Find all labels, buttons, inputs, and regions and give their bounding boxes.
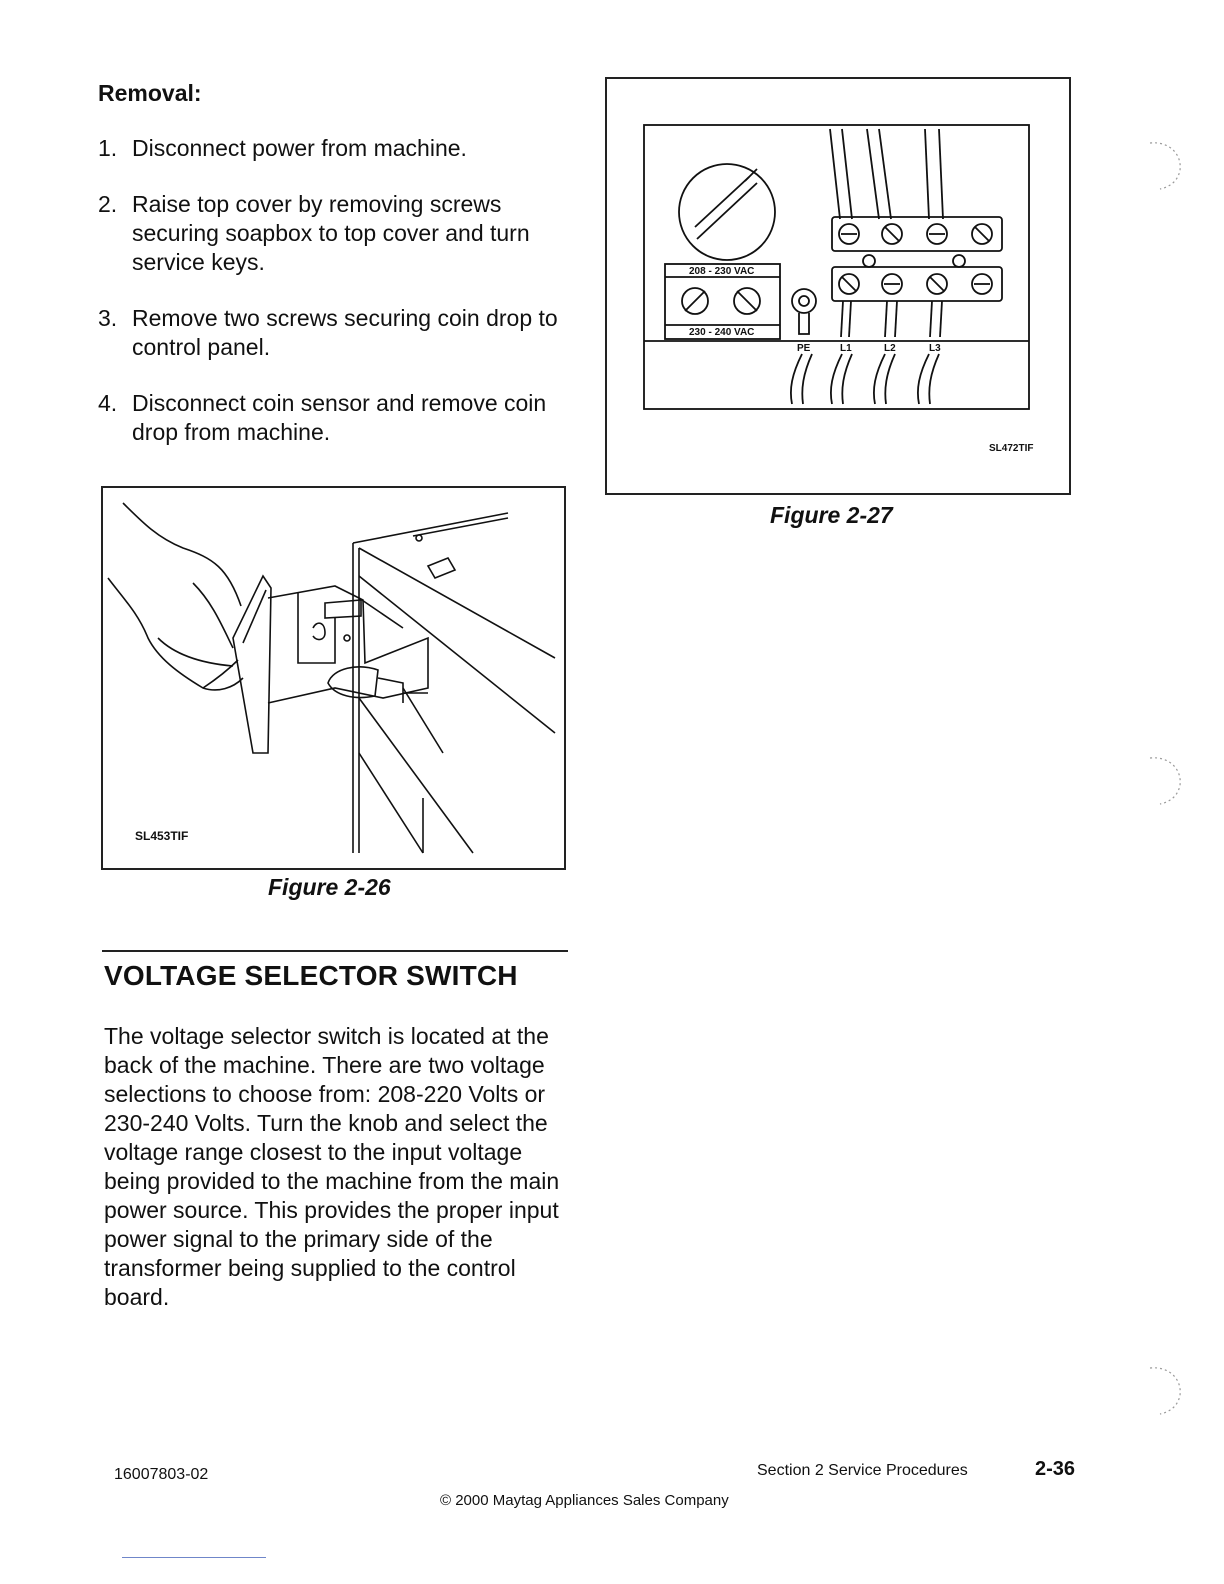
- bottom-rule: [122, 1557, 266, 1558]
- step-text: Raise top cover by removing screws securing soapbox to top cover and turn service keys.: [132, 191, 530, 275]
- terminal-label-l2: L2: [884, 343, 896, 354]
- binder-hole-mark: [1140, 750, 1190, 810]
- list-item: [98, 134, 558, 163]
- removal-heading: Removal:: [98, 80, 202, 106]
- removal-steps-list: [98, 134, 558, 474]
- section-title: VOLTAGE SELECTOR SWITCH: [104, 960, 518, 991]
- page-number: 2-36: [1035, 1458, 1076, 1480]
- step-number: 1.: [98, 135, 118, 161]
- binder-hole-mark: [1140, 1360, 1190, 1420]
- section-label: Section 2 Service Procedures: [757, 1462, 968, 1479]
- figure-code: SL453TIF: [135, 829, 189, 843]
- figure-2-27: [605, 77, 1071, 495]
- list-item: [98, 304, 558, 362]
- list-item: [98, 190, 558, 277]
- figure-code: SL472TIF: [989, 443, 1034, 454]
- coin-drop-illustration: [103, 488, 564, 868]
- voltage-selector-diagram: [607, 79, 1069, 493]
- terminal-label-pe: PE: [797, 343, 811, 354]
- step-number: 4.: [98, 390, 118, 416]
- selector-top-label: 208 - 230 VAC: [689, 266, 755, 277]
- binder-hole-mark: [1140, 135, 1190, 195]
- terminal-label-l3: L3: [929, 343, 941, 354]
- step-number: 3.: [98, 305, 118, 331]
- document-number: 16007803-02: [114, 1466, 209, 1483]
- step-text: Remove two screws securing coin drop to control panel.: [132, 305, 558, 360]
- section-divider: [102, 950, 568, 952]
- figure-2-26: [101, 486, 566, 870]
- step-text: Disconnect power from machine.: [132, 135, 467, 161]
- terminal-label-l1: L1: [840, 343, 852, 354]
- list-item: [98, 389, 558, 447]
- section-paragraph: The voltage selector switch is located at the back of the machine. There are two voltage selections to choose from: 208-220 Volts or 230-240 Volts. Turn the knob and select the voltage range closest to the input voltage being provided to the machine from the main power source. This provides the proper input power signal to the primary side of the transformer being supplied to the control board.: [104, 1023, 560, 1310]
- figure-2-26-caption: Figure 2-26: [268, 874, 391, 900]
- step-number: 2.: [98, 191, 118, 217]
- copyright: © 2000 Maytag Appliances Sales Company: [440, 1492, 729, 1509]
- step-text: Disconnect coin sensor and remove coin drop from machine.: [132, 390, 547, 445]
- figure-2-27-caption: Figure 2-27: [770, 502, 893, 528]
- selector-bottom-label: 230 - 240 VAC: [689, 327, 755, 338]
